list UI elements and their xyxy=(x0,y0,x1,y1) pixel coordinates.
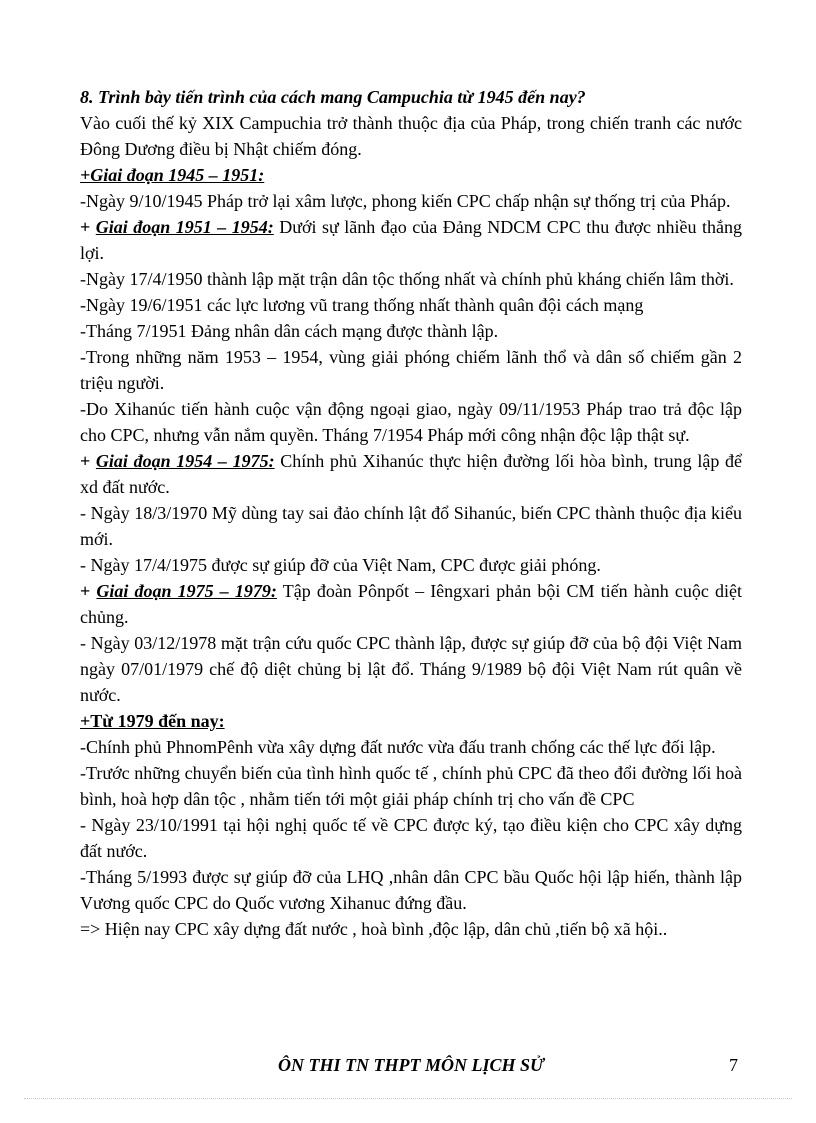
stage3-prefix: + xyxy=(80,451,96,471)
stage2-prefix: + xyxy=(80,217,96,237)
stage4-title: Giai đoạn 1975 – 1979: xyxy=(96,581,277,601)
stage3-item: - Ngày 17/4/1975 được sự giúp đỡ của Việt Nam, CPC được giải phóng. xyxy=(80,555,601,575)
stage3-desc: Chính phủ Xihanúc thực hiện đường lối hòa bình, trung lập để xd đất nước. xyxy=(80,451,742,497)
stage5-item: - Ngày 23/10/1991 tại hội nghị quốc tế về CPC được ký, tạo điều kiện cho CPC xây dựng đất nước. xyxy=(80,815,742,861)
stage2-item: -Do Xihanúc tiến hành cuộc vận động ngoại giao, ngày 09/11/1953 Pháp trao trả độc lập cho CPC, nhưng vẫn nắm quyền. Tháng 7/1954 Pháp mới công nhận độc lập thật sự. xyxy=(80,399,742,445)
stage5-heading xyxy=(80,708,742,734)
page-footer xyxy=(80,1052,742,1078)
stage5-item: -Chính phủ PhnomPênh vừa xây dựng đất nước vừa đấu tranh chống các thế lực đối lập. xyxy=(80,737,716,757)
stage2-heading xyxy=(80,214,742,266)
stage3-title: Giai đoạn 1954 – 1975: xyxy=(95,451,275,471)
footer-title: ÔN THI TN THPT MÔN LỊCH SỬ xyxy=(278,1055,544,1075)
stage5-item: -Trước những chuyển biến của tình hình quốc tế , chính phủ CPC đã theo đổi đường lối hoà bình, hoà hợp dân tộc , nhằm tiến tới một giải pháp chính trị cho vấn đề CPC xyxy=(80,763,742,809)
stage4-desc: Tập đoàn Pônpốt – Iêngxari phản bội CM tiến hành cuộc diệt chủng. xyxy=(80,581,742,627)
page-border-line xyxy=(24,1098,792,1099)
stage2-item: -Tháng 7/1951 Đảng nhân dân cách mạng được thành lập. xyxy=(80,321,499,341)
stage4-prefix: + xyxy=(80,581,97,601)
stage2-title: Giai đoạn 1951 – 1954: xyxy=(95,217,274,237)
stage2-item: -Trong những năm 1953 – 1954, vùng giải phóng chiếm lãnh thổ và dân số chiếm gần 2 triệu người. xyxy=(80,347,742,393)
question-heading: 8. Trình bày tiến trình của cách mang Campuchia từ 1945 đến nay? xyxy=(80,87,586,107)
stage4-item: - Ngày 03/12/1978 mặt trận cứu quốc CPC thành lập, được sự giúp đỡ của bộ đội Việt Nam ngày 07/01/1979 chế độ diệt chủng bị lật đổ. Tháng 9/1989 bộ đội Việt Nam rút quân về nước. xyxy=(80,633,742,705)
stage3-item: - Ngày 18/3/1970 Mỹ dùng tay sai đảo chính lật đổ Sihanúc, biến CPC thành thuộc địa kiểu mới. xyxy=(80,503,742,549)
stage5-item: -Tháng 5/1993 được sự giúp đỡ của LHQ ,nhân dân CPC bầu Quốc hội lập hiến, thành lập Vương quốc CPC do Quốc vương Xihanuc đứng đầu. xyxy=(80,867,742,913)
document-body xyxy=(80,84,742,942)
stage1-heading xyxy=(80,162,742,188)
intro-paragraph: Vào cuối thế kỷ XIX Campuchia trở thành thuộc địa của Pháp, trong chiến tranh các nước Đông Dương điều bị Nhật chiếm đóng. xyxy=(80,113,742,159)
stage3-heading xyxy=(80,448,742,500)
page-number: 7 xyxy=(729,1055,738,1075)
stage1-title: +Giai đoạn 1945 – 1951: xyxy=(80,165,265,185)
stage4-heading xyxy=(80,578,742,630)
conclusion: => Hiện nay CPC xây dựng đất nước , hoà bình ,độc lập, dân chủ ,tiến bộ xã hội.. xyxy=(80,919,668,939)
stage2-item: -Ngày 17/4/1950 thành lập mặt trận dân tộc thống nhất và chính phủ kháng chiến lâm thời. xyxy=(80,269,734,289)
stage1-item: -Ngày 9/10/1945 Pháp trở lại xâm lược, phong kiến CPC chấp nhận sự thống trị của Pháp. xyxy=(80,191,731,211)
stage2-item: -Ngày 19/6/1951 các lực lương vũ trang thống nhất thành quân đội cách mạng xyxy=(80,295,644,315)
stage5-title: +Từ 1979 đến nay: xyxy=(80,711,225,731)
stage2-desc: Dưới sự lãnh đạo của Đảng NDCM CPC thu được nhiều thắng lợi. xyxy=(80,217,742,263)
